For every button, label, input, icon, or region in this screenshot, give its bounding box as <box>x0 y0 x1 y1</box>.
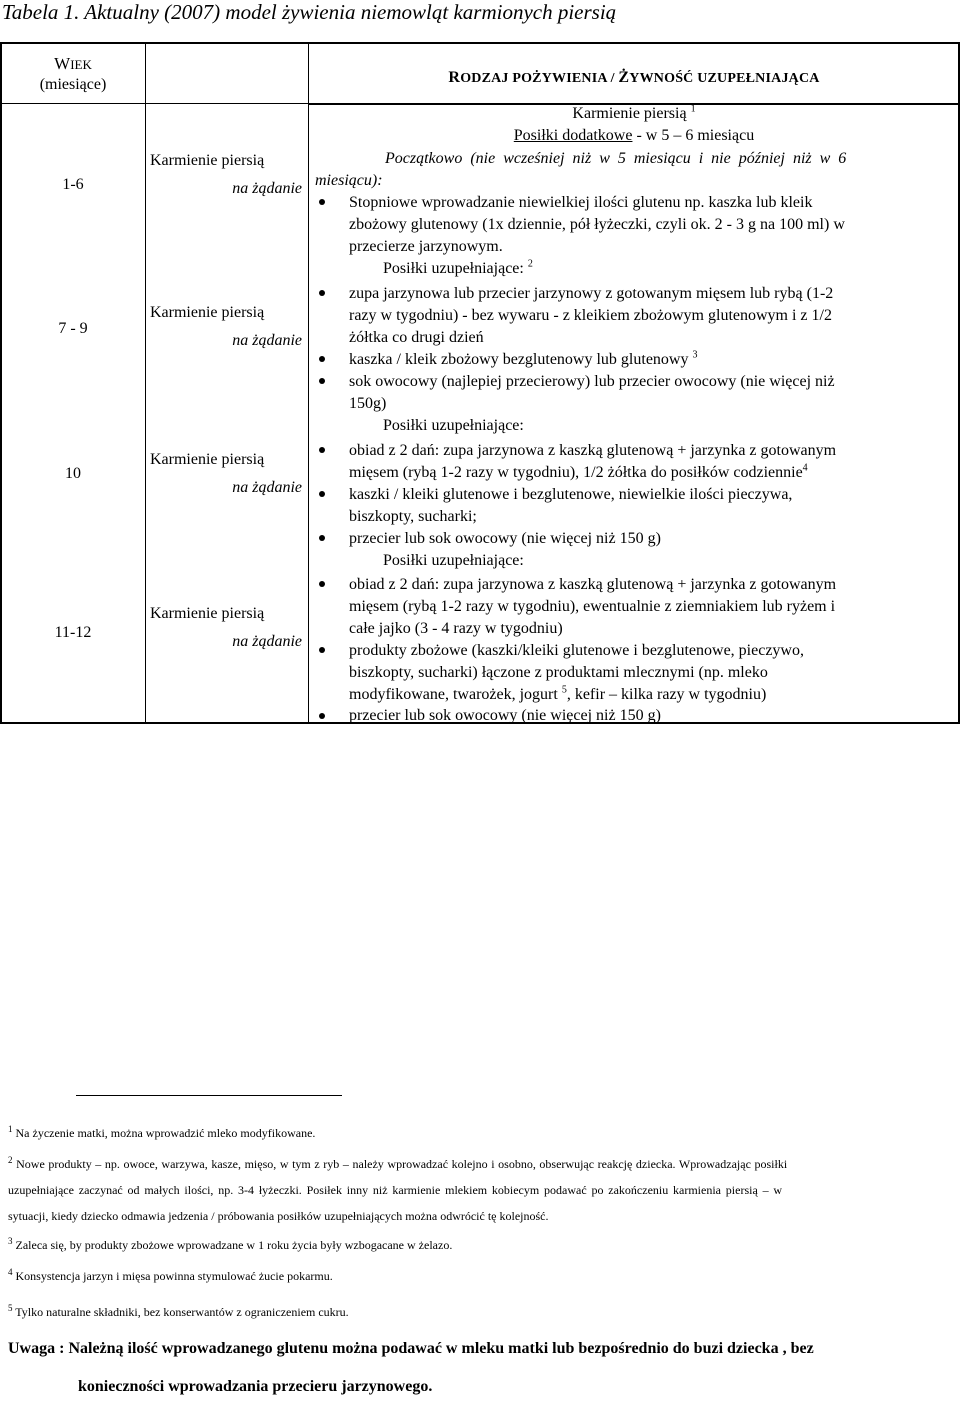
s4-bullet1-c: całe jajko (3 - 4 razy w tygodniu) <box>349 620 563 637</box>
bullet-icon <box>319 535 325 541</box>
s2-footnote-ref: 3 <box>692 349 698 361</box>
header-age-unit: (miesiące) <box>39 76 107 93</box>
bullet-icon <box>319 491 325 497</box>
s2-bullet3-a: sok owocowy (najlepiej przecierowy) lub przecier owocowy (nie więcej niż <box>349 373 835 390</box>
s4-footnote-ref: 5 <box>561 684 567 696</box>
gluten-note-line1: Uwaga : Należną ilość wprowadzanego glutenu można podawać w mleku matki lub bezpośrednio do buzi dziecka , bez <box>8 1340 814 1357</box>
s1-bullet1-a: Stopniowe wprowadzanie niewielkiej ilości glutenu np. kaszka lub kleik <box>349 194 813 211</box>
header-type-initial2: Ż <box>618 69 630 86</box>
s2-bullet2-text: kaszka / kleik zbożowy bezglutenowy lub glutenowy <box>349 351 689 368</box>
footnote-2 <box>8 1157 787 1172</box>
s3-bullet1-b <box>349 462 808 483</box>
bullet-icon <box>319 447 325 453</box>
s1-bullet1-c: przecierze jarzynowym. <box>349 238 503 255</box>
header-age-initial: W <box>54 54 71 73</box>
age-10: 10 <box>65 465 81 482</box>
s1-line2 <box>310 125 958 146</box>
s3-bullet1-a: obiad z 2 dań: zupa jarzynowa z kaszką glutenową + jarzynka z gotowanym <box>349 442 837 459</box>
gluten-note-line2: konieczności wprowadzania przecieru jarzynowego. <box>78 1378 433 1395</box>
s2-heading-text: Posiłki uzupełniające: <box>383 260 524 277</box>
feeding-10 <box>148 446 306 502</box>
footnote-text: Na życzenie matki, można wprowadzić mleko modyfikowane. <box>15 1126 316 1140</box>
s3-bullet2-b: biszkopty, sucharki; <box>349 508 477 525</box>
s2-bullet1-b: razy w tygodniu) - bez wywaru - z kleikiem zbożowym glutenowym i z 1/2 <box>349 307 832 324</box>
s4-bullet2-a: produkty zbożowe (kaszki/kleiki glutenowe i bezglutenowe, pieczywo, <box>349 642 804 659</box>
footnote-text: Tylko naturalne składniki, bez konserwantów z ograniczeniem cukru. <box>15 1305 349 1319</box>
feeding-on-demand: na żądanie <box>232 479 302 496</box>
s1-bullet1-b: zbożowy glutenowy (1x dziennie, pół łyżeczki, czyli ok. 2 - 3 g na 100 ml) w <box>349 216 845 233</box>
footnote-number: 3 <box>8 1236 13 1246</box>
footnote-number: 5 <box>8 1303 13 1313</box>
s4-bullet2-b: biszkopty, sucharki) łączone z produktami mlecznymi (np. mleko <box>349 664 768 681</box>
s2-heading <box>383 258 533 279</box>
s2-bullet3-b: 150g) <box>349 395 387 412</box>
feeding-1-6 <box>148 147 306 203</box>
s1-line1 <box>310 103 958 124</box>
feeding-on-demand: na żądanie <box>232 633 302 650</box>
footnote-4 <box>8 1269 333 1284</box>
footnote-separator <box>76 1095 342 1096</box>
s4-bullet2-text: modyfikowane, twarożek, jogurt <box>349 686 558 703</box>
header-food-type <box>310 69 958 87</box>
s4-heading: Posiłki uzupełniające: <box>383 552 524 569</box>
bullet-icon <box>319 199 325 205</box>
s3-heading: Posiłki uzupełniające: <box>383 417 524 434</box>
age-1-6: 1-6 <box>62 176 84 193</box>
column-divider-feeding <box>308 43 309 723</box>
feeding-on-demand: na żądanie <box>232 180 302 197</box>
s3-bullet2-a: kaszki / kleiki glutenowe i bezglutenowe, niewielkie ilości pieczywa, <box>349 486 793 503</box>
feeding-11-12 <box>148 600 306 656</box>
s4-bullet2-c <box>349 684 766 705</box>
bullet-icon <box>319 581 325 587</box>
s4-bullet1-a: obiad z 2 dań: zupa jarzynowa z kaszką glutenową + jarzynka z gotowanym <box>349 576 837 593</box>
bullet-icon <box>319 290 325 296</box>
footnote-text: Nowe produkty – np. owoce, warzywa, kasze, mięso, w tym z ryb – należy wprowadzać kolejno i osobno, obserwując reakcję dziecka. Wprowadzając posiłki <box>16 1157 788 1171</box>
age-7-9: 7 - 9 <box>58 320 88 337</box>
feeding-on-demand: na żądanie <box>232 332 302 349</box>
footnote-2-cont2: sytuacji, kiedy dziecko odmawia jedzenia / próbowania posiłków uzupełniających można odwrócić tę kolejność. <box>8 1209 549 1223</box>
s1-breastfeeding: Karmienie piersią <box>572 105 687 122</box>
feeding-7-9 <box>148 299 306 355</box>
footnote-text: Zaleca się, by produkty zbożowe wprowadzane w 1 roku życia były wzbogacane w żelazo. <box>15 1238 453 1252</box>
footnote-3 <box>8 1238 452 1253</box>
s1-footnote-ref: 1 <box>690 103 696 115</box>
table-title: Tabela 1. Aktualny (2007) model żywienia niemowląt karmionych piersią <box>2 0 617 24</box>
feeding-label: Karmienie piersią <box>150 451 265 468</box>
s1-month-range: - w 5 – 6 miesiącu <box>632 127 755 144</box>
feeding-label: Karmienie piersią <box>150 152 265 169</box>
header-age <box>2 54 144 95</box>
footnote-5 <box>8 1305 349 1320</box>
s2-bullet1-c: żółtka co drugi dzień <box>349 329 484 346</box>
s4-bullet2-tail: , kefir – kilka razy w tygodniu) <box>566 686 767 703</box>
header-age-rest: IEK <box>70 57 92 72</box>
age-11-12: 11-12 <box>54 624 92 641</box>
bullet-icon <box>319 713 325 719</box>
header-type-rest1: ODZAJ POŻYWIENIA / <box>460 71 619 86</box>
s4-bullet1-b: mięsem (rybą 1-2 razy w tygodniu), ewentualnie z ziemniakiem lub ryżem i <box>349 598 836 615</box>
s2-bullet2 <box>349 349 697 370</box>
s3-footnote-ref: 4 <box>802 462 808 474</box>
s4-bullet3: przecier lub sok owocowy (nie więcej niż 150 g) <box>349 707 661 724</box>
footnote-number: 4 <box>8 1267 13 1277</box>
s3-bullet1-text: mięsem (rybą 1-2 razy w tygodniu), 1/2 żółtka do posiłków codziennie <box>349 464 803 481</box>
footnote-2-cont1: uzupełniające zaczynać od małych ilości, np. 3-4 łyżeczki. Posiłek inny niż karmienie mlekiem kobiecym podawać po zakończeniu karmienia piersią – w <box>8 1183 783 1197</box>
s1-line3: Początkowo (nie wcześniej niż w 5 miesiącu i nie później niż w 6 <box>385 150 847 167</box>
header-type-initial: R <box>448 69 461 86</box>
bullet-icon <box>319 647 325 653</box>
footnote-1 <box>8 1126 315 1141</box>
column-divider-age <box>145 43 146 723</box>
bullet-icon <box>319 378 325 384</box>
footnote-number: 1 <box>8 1124 13 1134</box>
feeding-label: Karmienie piersią <box>150 605 265 622</box>
feeding-label: Karmienie piersią <box>150 304 265 321</box>
s1-extra-meals: Posiłki dodatkowe <box>513 127 633 144</box>
s1-line4: miesiącu): <box>315 172 383 189</box>
header-type-rest2: YWNOŚĆ UZUPEŁNIAJĄCA <box>629 71 820 86</box>
bullet-icon <box>319 356 325 362</box>
s3-bullet3: przecier lub sok owocowy (nie więcej niż 150 g) <box>349 530 661 547</box>
footnote-text: Konsystencja jarzyn i mięsa powinna stymulować żucie pokarmu. <box>15 1269 333 1283</box>
s2-footnote-ref: 2 <box>527 258 533 270</box>
s2-bullet1-a: zupa jarzynowa lub przecier jarzynowy z gotowanym mięsem lub rybą (1-2 <box>349 285 834 302</box>
footnote-number: 2 <box>8 1155 13 1165</box>
